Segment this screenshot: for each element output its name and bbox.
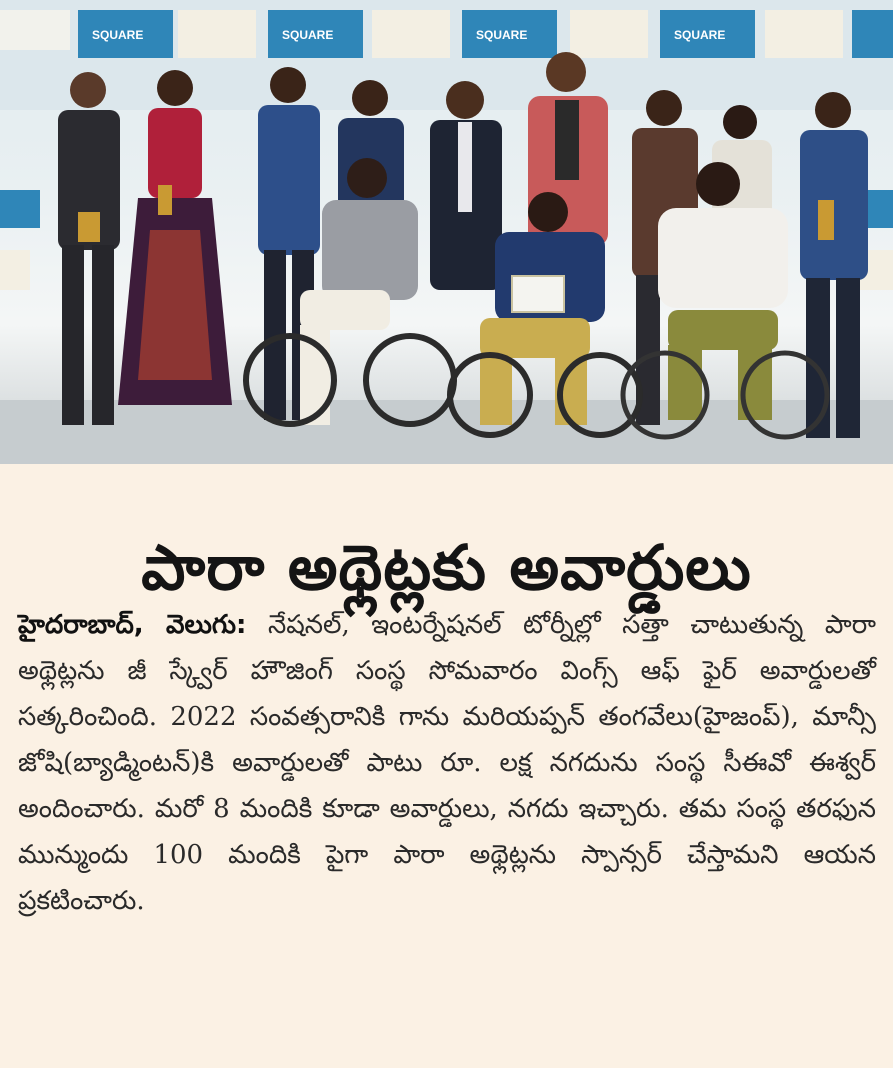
backdrop-logo-3: SQUARE — [476, 28, 528, 42]
article-text: నేషనల్, ఇంటర్నేషనల్ టోర్నీల్లో సత్తా చాటుతున్న పారా అథ్లెట్లను జీ స్క్వేర్ హౌజింగ్ సంస్థ సోమవారం వింగ్స్ ఆఫ్ ఫైర్ అవార్డులతో సత్కరించింది. 2022 సంవత్సరానికి గాను మరియప్పన్ తంగవేలు(హైజంప్), మాన్సీ జోషి(బ్యాడ్మింటన్)కి అవార్డులతో పాటు రూ. లక్ష నగదును సంస్థ సీఈవో ఈశ్వర్ అందించారు. మరో 8 మందికి కూడా అవార్డులు, నగదు ఇచ్చారు. తమ సంస్థ తరఫున మున్ముందు 100 మందికి పైగా పారా అథ్లెట్లను స్పాన్సర్ చేస్తామని ఆయన ప్రకటించారు. — [18, 610, 876, 916]
backdrop-logo-1: SQUARE — [92, 28, 144, 42]
dateline: హైదరాబాద్, వెలుగు: — [18, 610, 247, 640]
award-ceremony-photo — [0, 0, 893, 464]
headline: పారా అథ్లెట్లకు అవార్డులు — [141, 530, 752, 604]
article-body — [18, 602, 876, 924]
photo-illustration — [0, 0, 893, 464]
backdrop-logo-2: SQUARE — [282, 28, 334, 42]
article-paragraph — [18, 602, 876, 924]
backdrop-logo-4: SQUARE — [674, 28, 726, 42]
